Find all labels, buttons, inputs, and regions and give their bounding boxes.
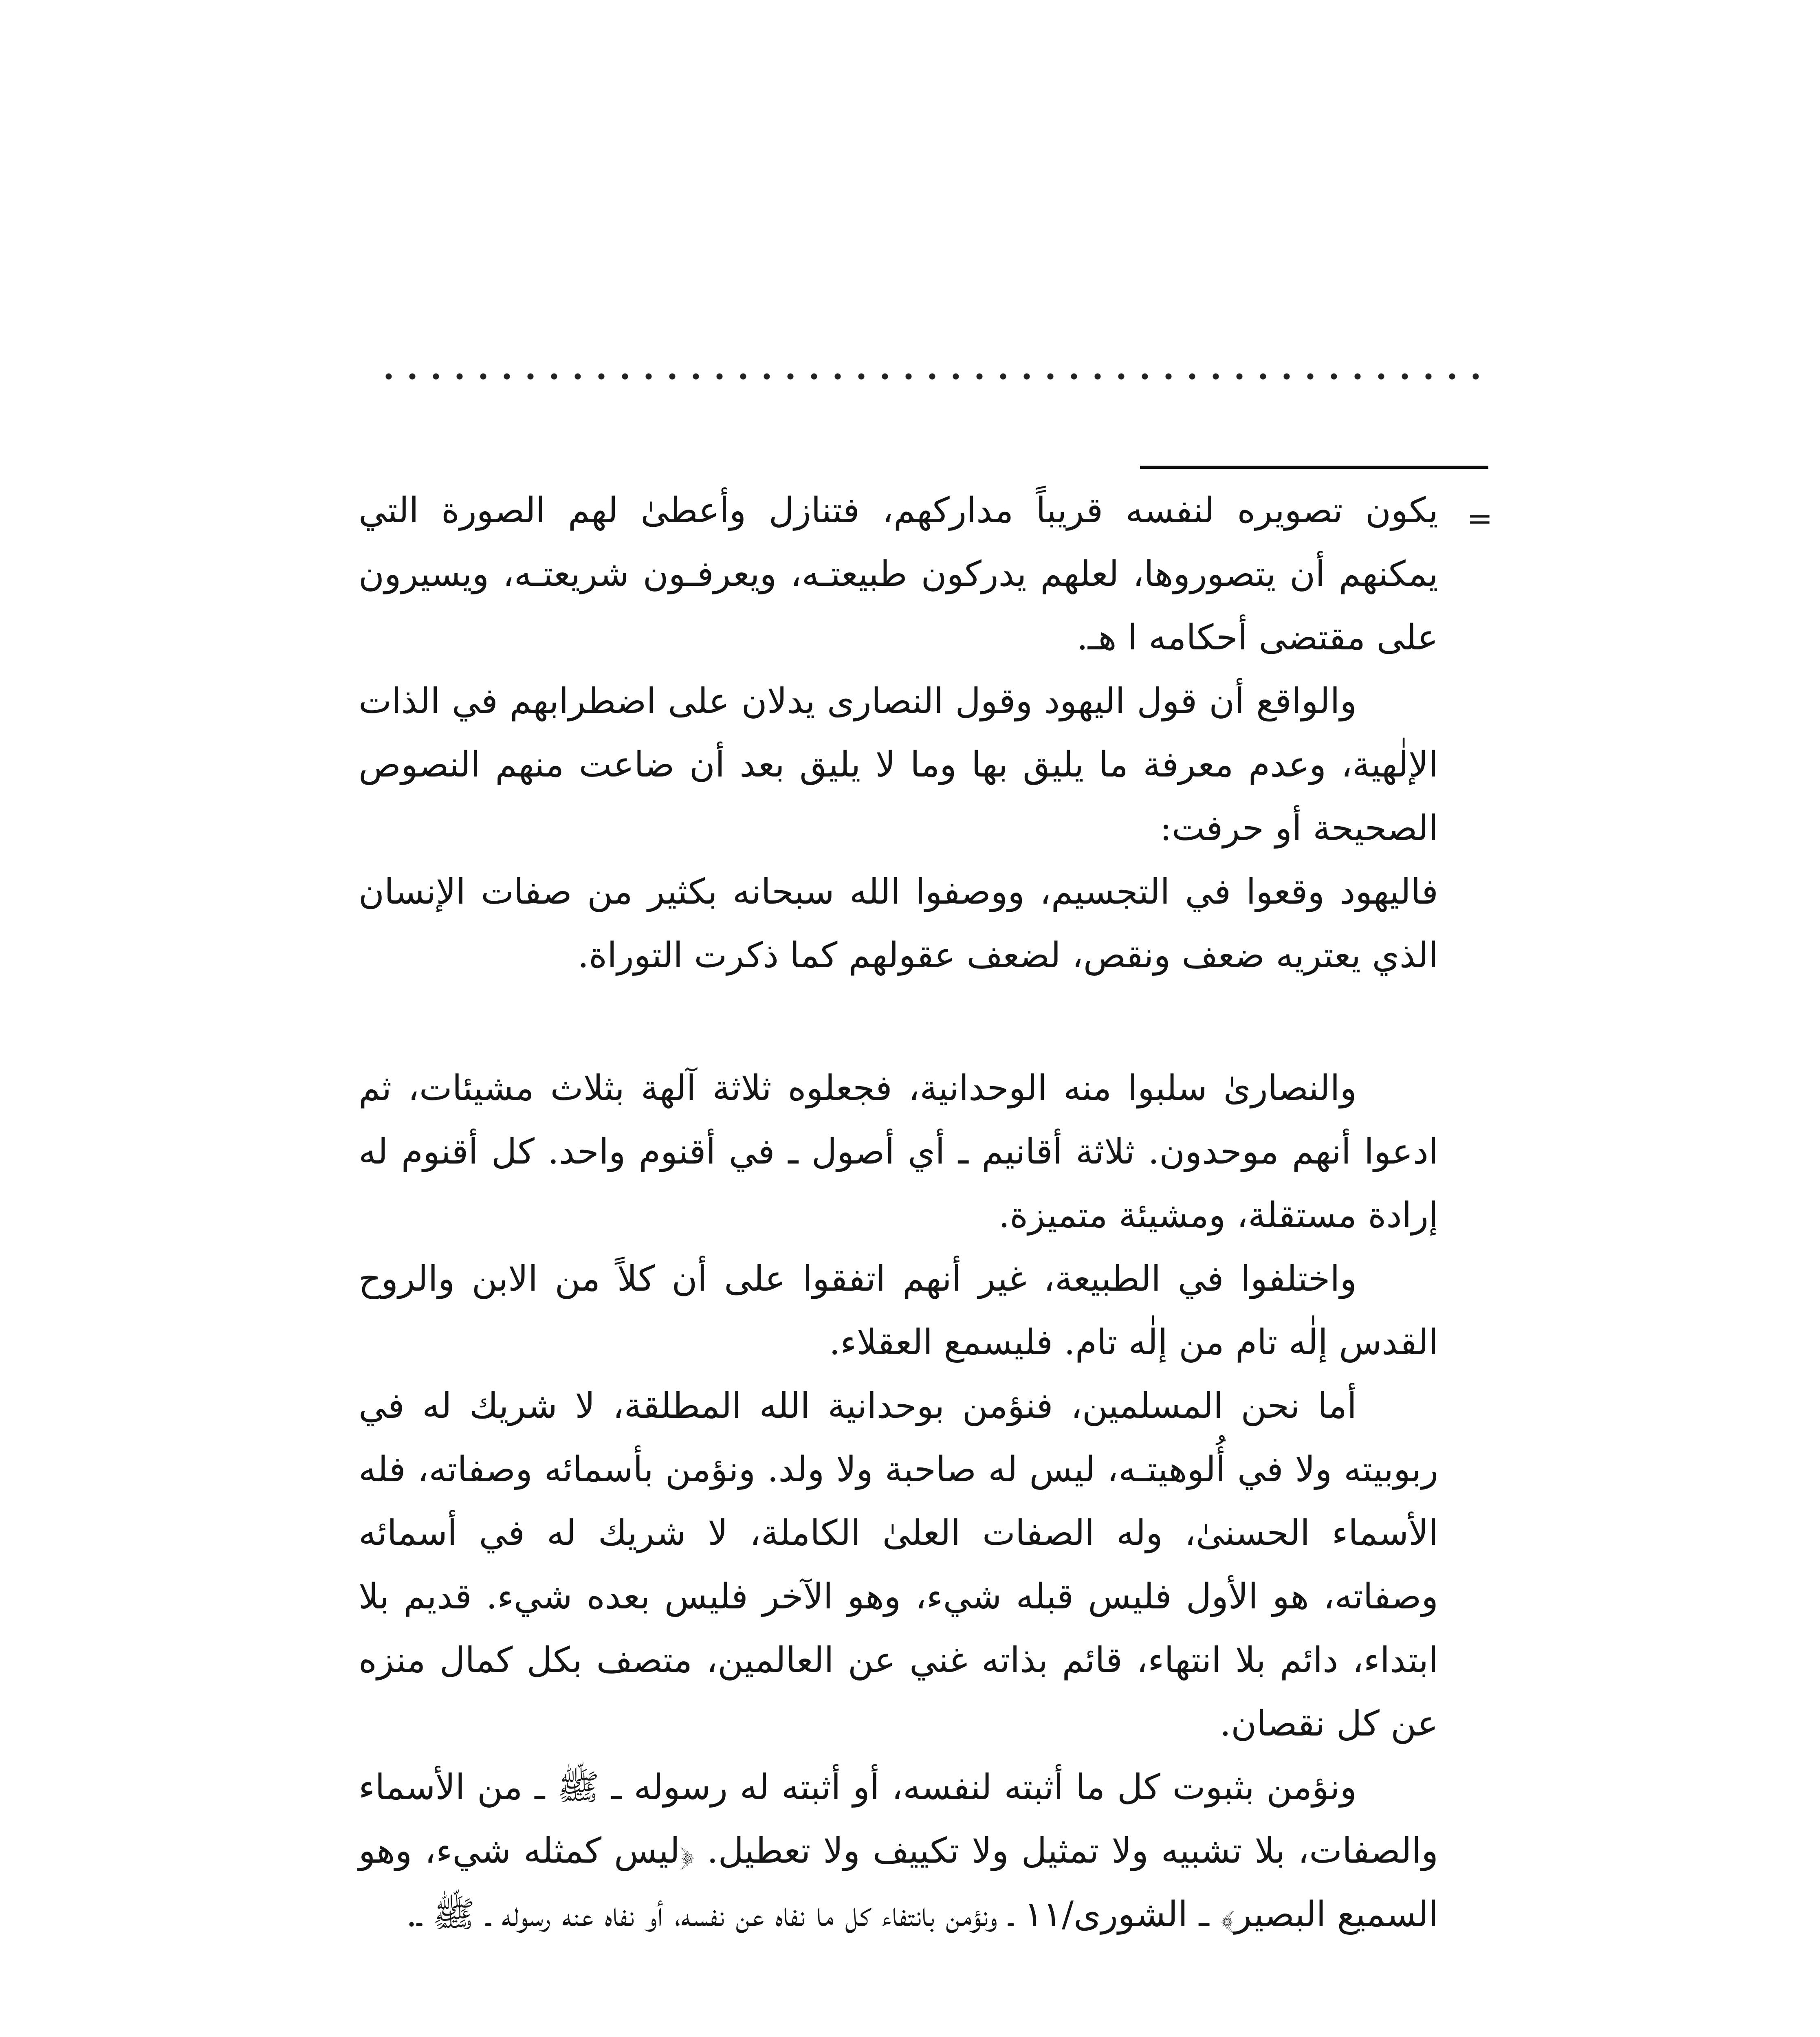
paragraph-6: أما نحن المسلمين، فنؤمن بوحدانية الله المطلقة، لا شريك له في ربوبيته ولا في أُلوهيتـه، ليس له صاحبة ولا ولد. ونؤمن بأسمائه وصفاته، فله الأسماء الحسنىٰ، وله الصفات العلىٰ الكاملة، لا شريك له في أسمائه وصفاته، هو الأول فليس قبله شيء، وهو الآخر فليس بعده شيء. قديم بلا ابتداء، دائم بلا انتهاء، قائم بذاته غني عن العالمين، متصف بكل كمال منزه عن كل نقصان. [359,1386,1438,1744]
paragraph-7: ونؤمن بثبوت كل ما أثبته لنفسه، أو أثبته له رسوله ـ ﷺ ـ من الأسماء والصفات، بلا تشبيه ولا تمثيل ولا تكييف ولا تعطيل. ﴿ليس كمثله شيء، وهو السميع البصير﴾ ـ الشورى/١١ ـ ونؤمن بانتفاء كل ما نفاه عن نفسه، أو نفاه عنه رسوله ـ ﷺ ـ. [359,1767,1438,1935]
paragraph-3: فاليهود وقعوا في التجسيم، ووصفوا الله سبحانه بكثير من صفات الإنسان الذي يعتريه ضعف ونقص، لضعف عقولهم كما ذكرت التوراة. [359,871,1438,976]
paragraph-4: والنصارىٰ سلبوا منه الوحدانية، فجعلوه ثلاثة آلهة بثلاث مشيئات، ثم ادعوا أنهم موحدون. ثلاثة أقانيم ـ أي أصول ـ في أقنوم واحد. كل أقنوم له إرادة مستقلة، ومشيئة متميزة. [359,1068,1438,1236]
continuation-mark-top: = [1467,500,1493,537]
footnote-rule [1140,466,1488,469]
paragraph-1: يكون تصويره لنفسه قريباً مداركهم، فتنازل وأعطىٰ لهم الصورة التي يمكنهم أن يتصوروها، لعلهم يدركون طبيعتـه، ويعرفـون شريعتـه، ويسيرون على مقتضى أحكامه ا هـ. [359,490,1438,658]
paragraph-2: والواقع أن قول اليهود وقول النصارى يدلان على اضطرابهم في الذات الإلٰهية، وعدم معرفة ما يليق بها وما لا يليق بعد أن ضاعت منهم النصوص الصحيحة أو حرفت: [359,681,1438,849]
paragraph-5: واختلفوا في الطبيعة، غير أنهم اتفقوا على أن كلاً من الابن والروح القدس إلٰه تام من إلٰه تام. فليسمع العقلاء. [359,1258,1438,1363]
footnote-body [359,479,1438,1946]
dotted-separator [377,372,1493,381]
